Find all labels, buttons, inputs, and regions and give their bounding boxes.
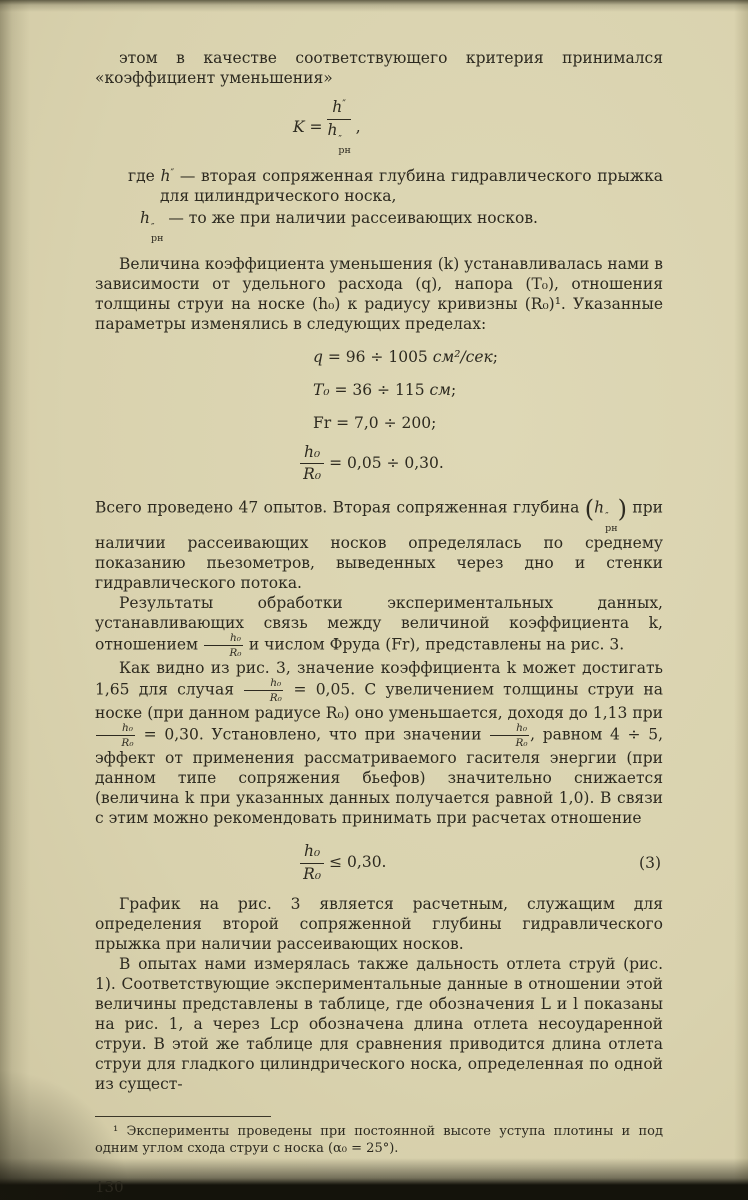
t0-symbol: T₀ [313,380,330,399]
paragraph-analysis [95,658,663,828]
text-run: при наличии рассеивающих носков определялась по среднему показанию пьезометров, выведенных через дно и стенки гидравлического потока. [95,498,663,593]
fraction-numerator: h₀ [204,633,243,646]
q-symbol: q [313,347,323,366]
footnote-rule [95,1116,271,1117]
em-dash: — [174,166,201,185]
definition-text: то же при наличии рассеивающих носков. [188,208,538,227]
equation-number: (3) [639,854,661,873]
right-paren: ) [617,494,627,523]
inline-fraction-h0-R0 [490,723,529,748]
fraction-denominator: R₀ [303,465,322,483]
definition-text: вторая сопряженная глубина гидравлического прыжка для цилиндрического носка, [160,166,664,205]
paragraph-experiments [95,494,663,594]
h-symbol: h [327,120,338,139]
em-dash: — [163,208,189,227]
double-prime: ″ [170,167,175,179]
text-run: Всего проведено 47 опытов. Вторая сопряженная глубина [95,498,585,517]
text-run: = 0,30. Установлено, что при значении [135,725,490,744]
fraction-numerator: h₀ [300,445,324,465]
text-run: Как видно из рис. 3, значение коэффициента k может достигать 1,65 для случая [95,659,663,699]
formula-fr-range [313,413,663,433]
fr-symbol: Fr [313,413,332,432]
formula-reduction-coefficient [293,100,663,156]
fraction-denominator: R₀ [303,864,322,883]
h-symbol: h [140,208,150,227]
fraction-denominator: R₀ [229,646,242,659]
footnote-block [95,1116,663,1157]
fraction-denominator: R₀ [121,736,134,749]
fraction-numerator: h₀ [96,723,135,736]
text-run: и числом Фруда (Fr), представлены на рис. 3. [243,635,625,654]
inline-fraction-h0-R0 [204,633,243,658]
sup-sub-stack [605,512,617,533]
double-prime: ″ [338,133,342,145]
subscript-rn: рн [150,233,164,244]
subscript-rn: рн [338,145,351,156]
limit-value: ≤ 0,30. [324,853,387,872]
where-word: где [128,166,161,185]
double-prime: ″ [605,511,609,523]
inline-fraction-h0-R0 [96,723,135,748]
formula-q-range [313,347,663,367]
fraction-numerator: h₀ [244,678,283,691]
unit-label: см²/сек [432,347,493,366]
formula-lhs: K [293,117,305,136]
text-run: , равном 4 ÷ 5, эффект от применения рассматриваемого гасителя энергии (при данном типе сопряжения бьефов) значительно снижается (величина k при указанных данных получается равной 1,0). В связи с этим можно рекомендовать принимать при расчетах отношение [95,725,663,828]
text-run: Результаты обработки экспериментальных данных, устанавливающих связь между величиной коэффициента k, отношением [95,594,663,654]
range-values: = 96 ÷ 1005 [322,347,433,366]
left-paren: ( [584,494,595,523]
definition-line-2 [140,208,663,244]
fraction-numerator: h₀ [300,844,324,864]
formula-ratio-range [300,442,663,483]
double-prime: ″ [150,221,155,233]
definition-line-1 [95,166,663,206]
equals-sign: = [304,117,328,136]
h-symbol: h [160,166,171,185]
fraction-numerator: h₀ [490,723,529,736]
semicolon: ; [492,347,499,366]
fraction-denominator [327,120,350,156]
page-number: 130 [95,1178,124,1197]
text-run: = 0,05. С увеличением толщины струи на носке (при данном радиусе R₀) оно уменьшается, доходя до 1,13 при [95,680,663,723]
semicolon: ; [451,380,457,399]
sup-sub-stack [338,135,350,156]
paragraph-jet-distance: В опытах нами измерялась также дальность отлета струй (рис. 1). Соответствующие экспериментальные данные в отношении этой величины представлены в таблице, где обозначения L и l показаны на рис. 1, а через Lср обозначена длина отлета несоударенной струи. В этой же таблице для сравнения приводится длина отлета струи для гладкого цилиндрического носка, определенная по одной из сущест- [95,955,663,1094]
range-values: = 0,05 ÷ 0,30. [324,453,444,472]
fraction-denominator: R₀ [269,691,282,704]
h-symbol: h [332,98,343,116]
fraction-h0-R0 [300,844,324,882]
h-symbol: h [594,498,605,517]
fraction-k [327,100,350,156]
double-prime: ″ [342,99,346,110]
paragraph-parameters: Величина коэффициента уменьшения (k) устанавливалась нами в зависимости от удельного расхода (q), напора (T₀), отношения толщины струи на носке (h₀) к радиусу кривизны (R₀)¹. Указанные параметры изменялись в следующих пределах: [95,254,663,333]
formula-tail: , [350,117,361,136]
sup-sub-stack [151,223,163,244]
fraction-numerator [327,100,350,120]
formula-limit [300,844,663,882]
inline-fraction-h0-R0 [244,678,283,703]
fraction-denominator: R₀ [515,736,528,749]
paragraph-results [95,593,663,658]
subscript-rn: рн [605,522,618,534]
footnote: ¹ Эксперименты проведены при постоянной высоте уступа плотины и под одним углом схода струи с носка (α₀ = 25°). [95,1124,663,1157]
formula-limit-row [95,844,663,882]
paragraph-intro: этом в качестве соответствующего критерия принимался «коэффициент уменьшения» [95,49,663,87]
range-values: = 7,0 ÷ 200; [331,413,437,432]
unit-label: см [429,380,452,399]
range-values: = 36 ÷ 115 [329,380,430,399]
text-column [95,48,663,1197]
formula-t-range [313,380,663,400]
fraction-h0-R0 [300,442,324,483]
paragraph-graph: График на рис. 3 является расчетным, служащим для определения второй сопряженной глубины гидравлического прыжка при наличии рассеивающих носков. [95,895,663,954]
